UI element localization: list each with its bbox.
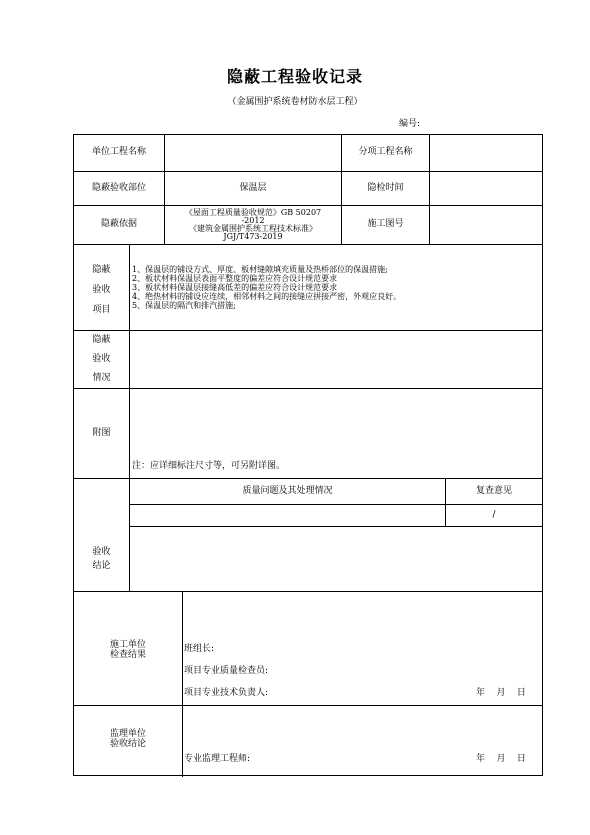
list-item: 3、板状材料保温层接缝高低差的偏差应符合设计规范要求 — [132, 283, 338, 292]
record-form — [73, 134, 543, 776]
construction-date: 年 月 日 — [476, 688, 526, 699]
check-time-label: 隐检时间 — [367, 182, 404, 193]
items-label-2: 验收 — [92, 285, 111, 295]
grid-line — [74, 705, 542, 706]
basis-line-2: -2012 — [241, 216, 265, 225]
team-leader-label: 班组长: — [184, 644, 215, 655]
conclusion-label — [74, 527, 129, 591]
sub-project-field[interactable] — [430, 135, 542, 171]
quality-inspector-label: 项目专业质量检查员: — [184, 666, 269, 677]
issue-header: 质量问题及其处理情况 — [242, 485, 333, 496]
page-subtitle: （金属围护系统卷材防水层工程） — [227, 97, 363, 107]
drawing-no-field[interactable] — [430, 206, 542, 244]
status-label-1: 隐蔽 — [92, 335, 111, 345]
conclusion-field[interactable] — [130, 527, 542, 591]
supervision-label — [74, 725, 182, 753]
status-label-2: 验收 — [92, 354, 111, 364]
items-label-1: 隐蔽 — [92, 265, 111, 275]
basis-line-1: 《屋面工程质量验收规范》GB 50207 — [184, 208, 322, 217]
status-label-3: 情况 — [92, 373, 111, 383]
attach-note: 注：应详细标注尺寸等，可另附详图。 — [132, 461, 286, 472]
basis-value — [165, 206, 341, 244]
supervision-label-2: 验收结论 — [109, 739, 146, 749]
conclusion-label-2: 结论 — [92, 561, 111, 571]
grid-line — [74, 244, 542, 245]
basis-line-4: JGJ/T473-2019 — [223, 232, 283, 241]
supervision-label-1: 监理单位 — [109, 729, 146, 739]
list-item: 2、板状材料保温层表面平整度的偏差应符合设计规范要求 — [132, 274, 338, 283]
construction-label-2: 检查结果 — [109, 650, 146, 660]
review-header: 复查意见 — [475, 485, 512, 496]
basis-label: 隐蔽依据 — [100, 219, 137, 230]
unit-project-label: 单位工程名称 — [91, 147, 146, 158]
grid-line — [74, 388, 542, 389]
supervision-date: 年 月 日 — [476, 754, 526, 765]
unit-project-field[interactable] — [165, 135, 341, 171]
doc-number-label: 编号: — [398, 119, 420, 129]
grid-line — [182, 591, 183, 777]
items-list — [132, 265, 401, 310]
list-item: 4、绝热材料的铺设应连续，相邻材料之间的接缝应拼接严密，外观应良好。 — [132, 292, 402, 301]
review-value: / — [492, 509, 496, 520]
items-label — [74, 255, 129, 325]
hidden-part-label: 隐蔽验收部位 — [91, 182, 146, 193]
tech-leader-label: 项目专业技术负责人: — [184, 688, 269, 699]
drawing-no-label: 施工图号 — [367, 219, 404, 230]
issue-field[interactable] — [130, 505, 445, 526]
grid-line — [74, 591, 542, 592]
attach-label: 附图 — [92, 427, 111, 438]
engineer-label: 专业监理工程师: — [184, 754, 251, 765]
check-time-field[interactable] — [430, 172, 542, 205]
status-field[interactable] — [130, 331, 542, 388]
construction-label — [74, 635, 182, 665]
hidden-part-value[interactable]: 保温层 — [239, 182, 267, 193]
items-label-3: 项目 — [92, 305, 111, 315]
sub-project-label: 分项工程名称 — [358, 147, 413, 158]
page-title: 隐蔽工程验收记录 — [226, 67, 363, 86]
basis-line-3: 《建筑金属围护系统工程技术标准》 — [189, 224, 317, 233]
construction-label-1: 施工单位 — [109, 640, 146, 650]
status-label — [74, 331, 129, 388]
list-item: 1、保温层的铺设方式、厚度、板材缝隙填充质量及热桥部位的保温措施; — [132, 265, 388, 274]
conclusion-label-1: 验收 — [92, 547, 111, 557]
list-item: 5、保温层的隔汽和排汽措施; — [132, 301, 236, 310]
